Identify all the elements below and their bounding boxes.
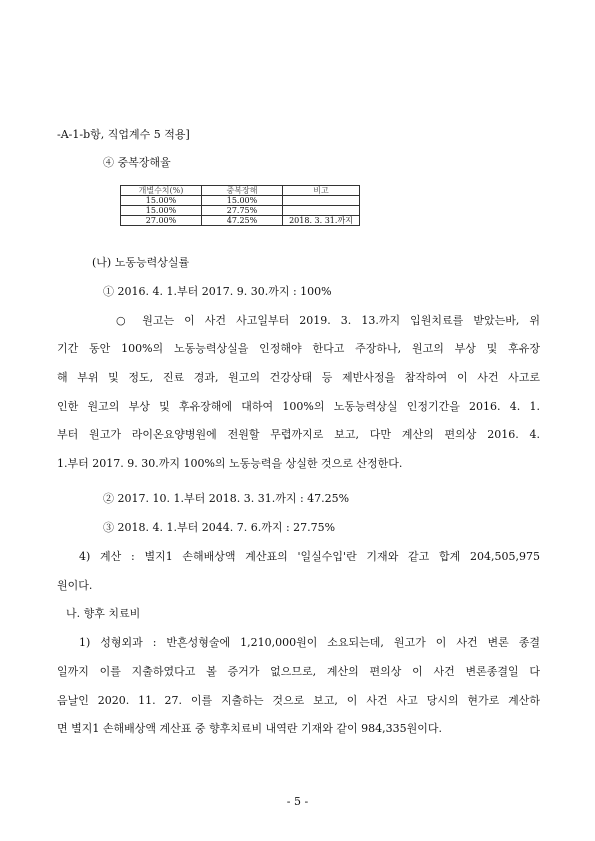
table-cell: 15.00% (121, 196, 202, 206)
table-row (121, 206, 360, 216)
paragraph-line: 해 부위 및 정도, 진료 경과, 원고의 건강상태 등 제반사정을 참작하여 이 사건 사고로 (57, 371, 540, 384)
paragraph-line: 1.부터 2017. 9. 30.까지 100%의 노동능력을 상실한 것으로 산정한다. (57, 457, 403, 470)
paragraph-line: 부터 원고가 라이온요양병원에 전원할 무렵까지로 보고, 다만 계산의 편의상 2016. 4. (57, 428, 540, 441)
table-header-cell: 개별수치(%) (121, 186, 202, 196)
disability-rate-table (120, 185, 360, 226)
text-line: ③ 2018. 4. 1.부터 2044. 7. 6.까지 : 27.75% (103, 521, 336, 534)
text-line: ② 2017. 10. 1.부터 2018. 3. 31.까지 : 47.25% (103, 492, 350, 505)
section-heading: 나. 향후 치료비 (66, 607, 141, 620)
table-row (121, 216, 360, 226)
table-cell (283, 196, 360, 206)
paragraph-line: 1) 성형외과 : 반흔성형술에 1,210,000원이 소요되는데, 원고가 이 사건 변론 종결 (79, 636, 540, 649)
table-cell (283, 206, 360, 216)
table-cell: 47.25% (202, 216, 283, 226)
text-line: ① 2016. 4. 1.부터 2017. 9. 30.까지 : 100% (103, 285, 332, 298)
table-cell: 27.75% (202, 206, 283, 216)
paragraph-line: 면 별지1 손해배상액 계산표 중 향후치료비 내역란 기재와 같이 984,335원이다. (57, 722, 442, 735)
paragraph-line: 음날인 2020. 11. 27. 이를 지출하는 것으로 보고, 이 사건 사고 당시의 현가로 계산하 (57, 694, 540, 707)
paragraph-line: 4) 계산 : 별지1 손해배상액 계산표의 '일실수입'란 기재와 같고 합계 204,505,975 (79, 550, 540, 563)
table-header-cell: 중복장해 (202, 186, 283, 196)
table-cell: 15.00% (202, 196, 283, 206)
table-cell: 2018. 3. 31.까지 (283, 216, 360, 226)
section-heading: ④ 중복장해율 (103, 156, 171, 169)
table-cell: 27.00% (121, 216, 202, 226)
table-header-row (121, 186, 360, 196)
paragraph-line: 인한 원고의 부상 및 후유장해에 대하여 100%의 노동능력상실 인정기간을 2016. 4. 1. (57, 400, 540, 413)
table-row (121, 196, 360, 206)
paragraph-line: ○ 원고는 이 사건 사고일부터 2019. 3. 13.까지 입원치료를 받았는바, 위 (116, 314, 540, 327)
paragraph-line: 일까지 이를 지출하였다고 볼 증거가 없으므로, 계산의 편의상 이 사건 변론종결일 다 (57, 665, 540, 678)
text-line: -A-1-b항, 직업계수 5 적용] (57, 128, 190, 141)
paragraph-line: 기간 동안 100%의 노동능력상실을 인정해야 한다고 주장하나, 원고의 부상 및 후유장 (57, 342, 540, 355)
paragraph-line: 원이다. (57, 579, 93, 592)
page-number: - 5 - (286, 795, 309, 808)
table-header-cell: 비고 (283, 186, 360, 196)
section-heading: (나) 노동능력상실률 (92, 256, 190, 269)
table-cell: 15.00% (121, 206, 202, 216)
